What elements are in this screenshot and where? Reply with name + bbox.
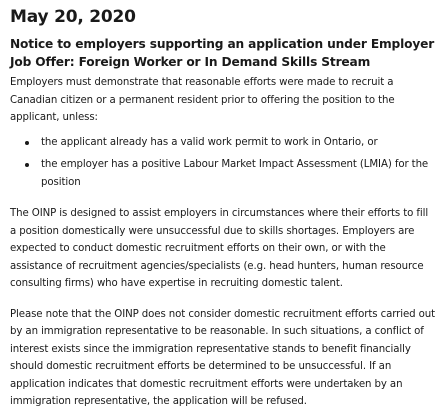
recruitment-requirement-paragraph: Employers must demonstrate that reasonable efforts were made to recruit a Canadian citizen or a permanent resident prior to offering the position to the applicant, unless: [10,77,395,123]
exemption-item-lmia [10,156,436,191]
exemption-list [10,134,436,192]
oinp-purpose-paragraph: The OINP is designed to assist employers in circumstances where their efforts to fill a position domestically were unsuccessful due to skills shortages. Employers are expected to conduct domestic recruitment efforts on their own, or with the assistance of recruitment agencies/specialists (e.g. head hunters, human resource consulting firms) who have expertise in recruiting domestic talent. [10,208,429,289]
notice-article [10,0,436,411]
bullet-icon [25,163,29,167]
immigration-representative-paragraph: Please note that the OINP does not consider domestic recruitment efforts carried out by an immigration representative to be reasonable. In such situations, a conflict of interest exists since the immigration representative stands to benefit financially should domestic recruitment efforts be determined to be unsuccessful. If an application indicates that domestic recruitment efforts were undertaken by an immigration representative, the application will be refused. [10,308,436,407]
notice-date: May 20, 2020 [10,7,136,27]
exemption-item-text: the employer has a positive Labour Market Impact Assessment (LMIA) for the position [41,159,429,188]
bullet-icon [25,141,29,145]
exemption-item-text: the applicant already has a valid work permit to work in Ontario, or [41,136,378,148]
exemption-item-work-permit [10,134,436,152]
notice-title: Notice to employers supporting an application under Employer Job Offer: Foreign Worker or In Demand Skills Stream [10,37,435,69]
